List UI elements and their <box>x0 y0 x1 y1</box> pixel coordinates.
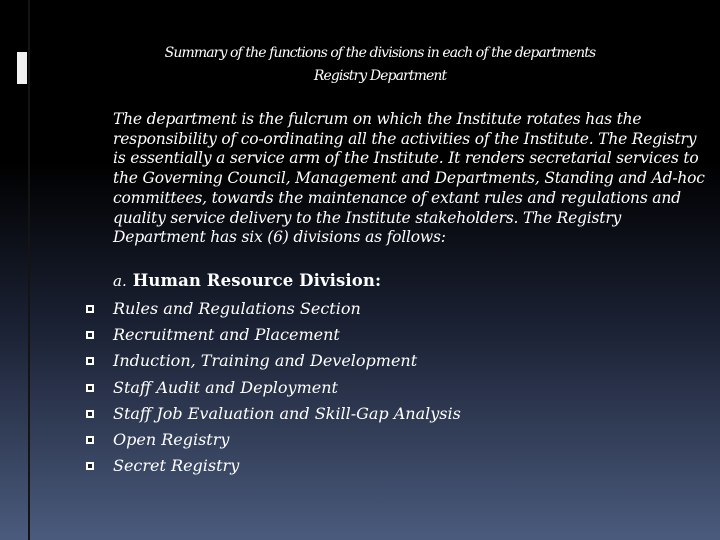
section-list <box>86 296 461 479</box>
list-item-label: Open Registry <box>113 429 230 449</box>
title-line-1: Summary of the functions of the divisions in each of the departments <box>164 45 596 61</box>
department-description: The department is the fulcrum on which the Institute rotates has the responsibility of co-ordinating all the activities of the Institute. The Registry is essentially a service arm of the Institute. It renders secretarial services to the Governing Council, Management and Departments, Standing and Ad-hoc committees, towards the maintenance of extant rules and regulations and quality service delivery to the Institute stakeholders. The Registry Department has six (6) divisions as follows: <box>113 110 705 247</box>
list-item <box>86 427 461 453</box>
list-item-label: Staff Audit and Deployment <box>113 377 338 397</box>
list-item <box>86 322 461 348</box>
list-item <box>86 401 461 427</box>
division-heading <box>113 270 381 292</box>
slide-title <box>60 42 700 88</box>
square-bullet-icon <box>86 410 94 418</box>
accent-block <box>17 52 27 84</box>
square-bullet-icon <box>86 357 94 365</box>
list-item-label: Induction, Training and Development <box>113 351 418 371</box>
list-item-label: Recruitment and Placement <box>113 325 340 345</box>
square-bullet-icon <box>86 331 94 339</box>
list-item <box>86 453 461 479</box>
left-divider-line <box>28 0 30 540</box>
square-bullet-icon <box>86 436 94 444</box>
division-marker: a. <box>113 272 127 290</box>
square-bullet-icon <box>86 384 94 392</box>
title-line-2: Registry Department <box>313 68 447 84</box>
list-item <box>86 375 461 401</box>
list-item-label: Staff Job Evaluation and Skill-Gap Analysis <box>113 403 461 423</box>
division-label: Human Resource Division: <box>132 271 382 290</box>
list-item-label: Rules and Regulations Section <box>113 299 361 318</box>
square-bullet-icon <box>86 462 94 470</box>
list-item <box>86 296 461 322</box>
list-item <box>86 348 461 374</box>
list-item-label: Secret Registry <box>113 456 240 476</box>
square-bullet-icon <box>86 305 94 313</box>
